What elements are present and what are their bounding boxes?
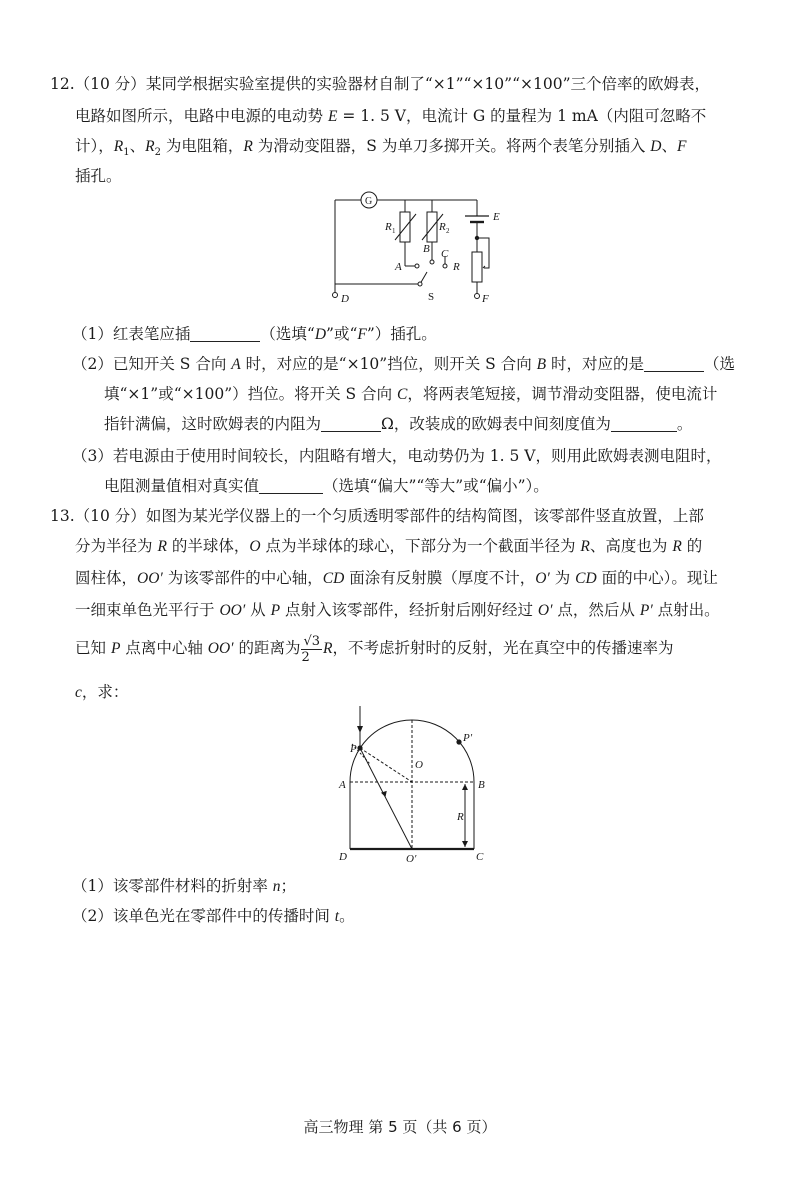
q13-number: 13. — [50, 507, 75, 525]
svg-text:S: S — [428, 291, 435, 303]
svg-text:R: R — [385, 221, 392, 233]
q13-line-3: 圆柱体，OO′ 为该零部件的中心轴，CD 面涂有反射膜（厚度不计，O′ 为 CD 面的中心）。现让 — [75, 569, 718, 587]
svg-text:D: D — [339, 851, 347, 863]
circuit-diagram — [325, 188, 510, 310]
svg-text:R: R — [457, 811, 464, 823]
optical-part-figure — [335, 704, 495, 864]
svg-text:C: C — [441, 248, 449, 260]
svg-text:1: 1 — [392, 227, 396, 235]
svg-text:E: E — [493, 211, 500, 223]
junction-dot — [475, 236, 479, 240]
q12-line-4: 插孔。 — [75, 167, 122, 185]
svg-text:C: C — [476, 851, 484, 863]
q12-part-2-line-2: 填“×1”或“×100”）挡位。将开关 S 合向 C，将两表笔短接，调节滑动变阻器，使电流计 — [104, 385, 718, 403]
point-P — [357, 745, 362, 750]
svg-text:2: 2 — [446, 227, 450, 235]
q12-line-1: 12.（10 分）某同学根据实验室提供的实验器材自制了“×1”“×10”“×100”三个倍率的欧姆表， — [50, 75, 710, 93]
svg-text:A: A — [339, 779, 346, 791]
q12-part-1: （1）红表笔应插 （选填“D”或“F”）插孔。 — [72, 325, 437, 343]
q13-line-5: 已知 P 点离中心轴 OO′ 的距离为 $\frac{√3}{2}$ R，不考虑折射时的反射，光在真空中的传播速率为 — [75, 633, 674, 665]
svg-text:B: B — [423, 243, 430, 255]
svg-text:F: F — [482, 293, 489, 305]
svg-text:R: R — [439, 221, 446, 233]
answer-blank[interactable] — [259, 475, 323, 494]
svg-text:P: P — [350, 743, 357, 755]
q12-part-3-line-1: （3）若电源由于使用时间较长，内阻略有增大，电动势仍为 1. 5 V，则用此欧姆表测电阻时， — [72, 447, 722, 465]
svg-text:O: O — [415, 759, 423, 771]
q12-line-3: 计），$R_1$、$R_2$ 为电阻箱，R 为滑动变阻器，S 为单刀多掷开关。将两个表笔分别插入 D、F — [75, 137, 687, 159]
point-P-prime — [456, 739, 461, 744]
q13-score: （10 分） — [74, 507, 146, 525]
svg-text:D: D — [341, 293, 349, 305]
q12-score: （10 分） — [74, 75, 146, 93]
svg-text:O′: O′ — [406, 853, 417, 864]
q13-part-2: （2）该单色光在零部件中的传播时间 t。 — [72, 907, 355, 925]
svg-text:B: B — [478, 779, 485, 791]
answer-blank[interactable] — [644, 353, 704, 372]
svg-text:R: R — [453, 261, 460, 273]
arrow-down-icon — [357, 726, 363, 733]
q12-number: 12. — [50, 75, 75, 93]
q13-part-1: （1）该零部件材料的折射率 n； — [72, 877, 297, 895]
terminal-F — [475, 294, 480, 299]
q13-line-4: 一细束单色光平行于 OO′ 从 P 点射入该零部件，经折射后刚好经过 O′ 点，然后从 P′ 点射出。 — [75, 601, 720, 619]
answer-blank[interactable] — [611, 413, 677, 432]
terminal-D — [333, 293, 338, 298]
q12-part-2-line-3: 指针满偏，这时欧姆表的内阻为 Ω，改装成的欧姆表中间刻度值为 。 — [104, 415, 693, 433]
answer-blank[interactable] — [190, 323, 260, 342]
answer-blank[interactable] — [321, 413, 381, 432]
svg-text:A: A — [395, 261, 402, 273]
q13-line-1: 13.（10 分）如图为某光学仪器上的一个匀质透明零部件的结构简图，该零部件竖直放置，上部 — [50, 507, 704, 525]
q12-part-2-line-1: （2）已知开关 S 合向 A 时，对应的是“×10”挡位，则开关 S 合向 B 时，对应的是 （选 — [72, 355, 736, 373]
q12-part-3-line-2: 电阻测量值相对真实值 （选填“偏大”“等大”或“偏小”）。 — [104, 477, 549, 495]
fraction-sqrt3-over-2: $\frac{√3}{2}$ — [301, 633, 321, 665]
q13-line-6: c，求： — [75, 683, 129, 701]
svg-text:G: G — [365, 196, 373, 207]
page-footer: 高三物理 第 5 页（共 6 页） — [303, 1118, 497, 1136]
svg-text:P′: P′ — [463, 732, 473, 744]
q12-line-2: 电路如图所示，电路中电源的电动势 E = 1. 5 V，电流计 G 的量程为 1 mA（内阻可忽略不 — [75, 107, 707, 125]
q13-line-2: 分为半径为 R 的半球体，O 点为半球体的球心，下部分为一个截面半径为 R、高度也为 R 的 — [75, 537, 703, 555]
